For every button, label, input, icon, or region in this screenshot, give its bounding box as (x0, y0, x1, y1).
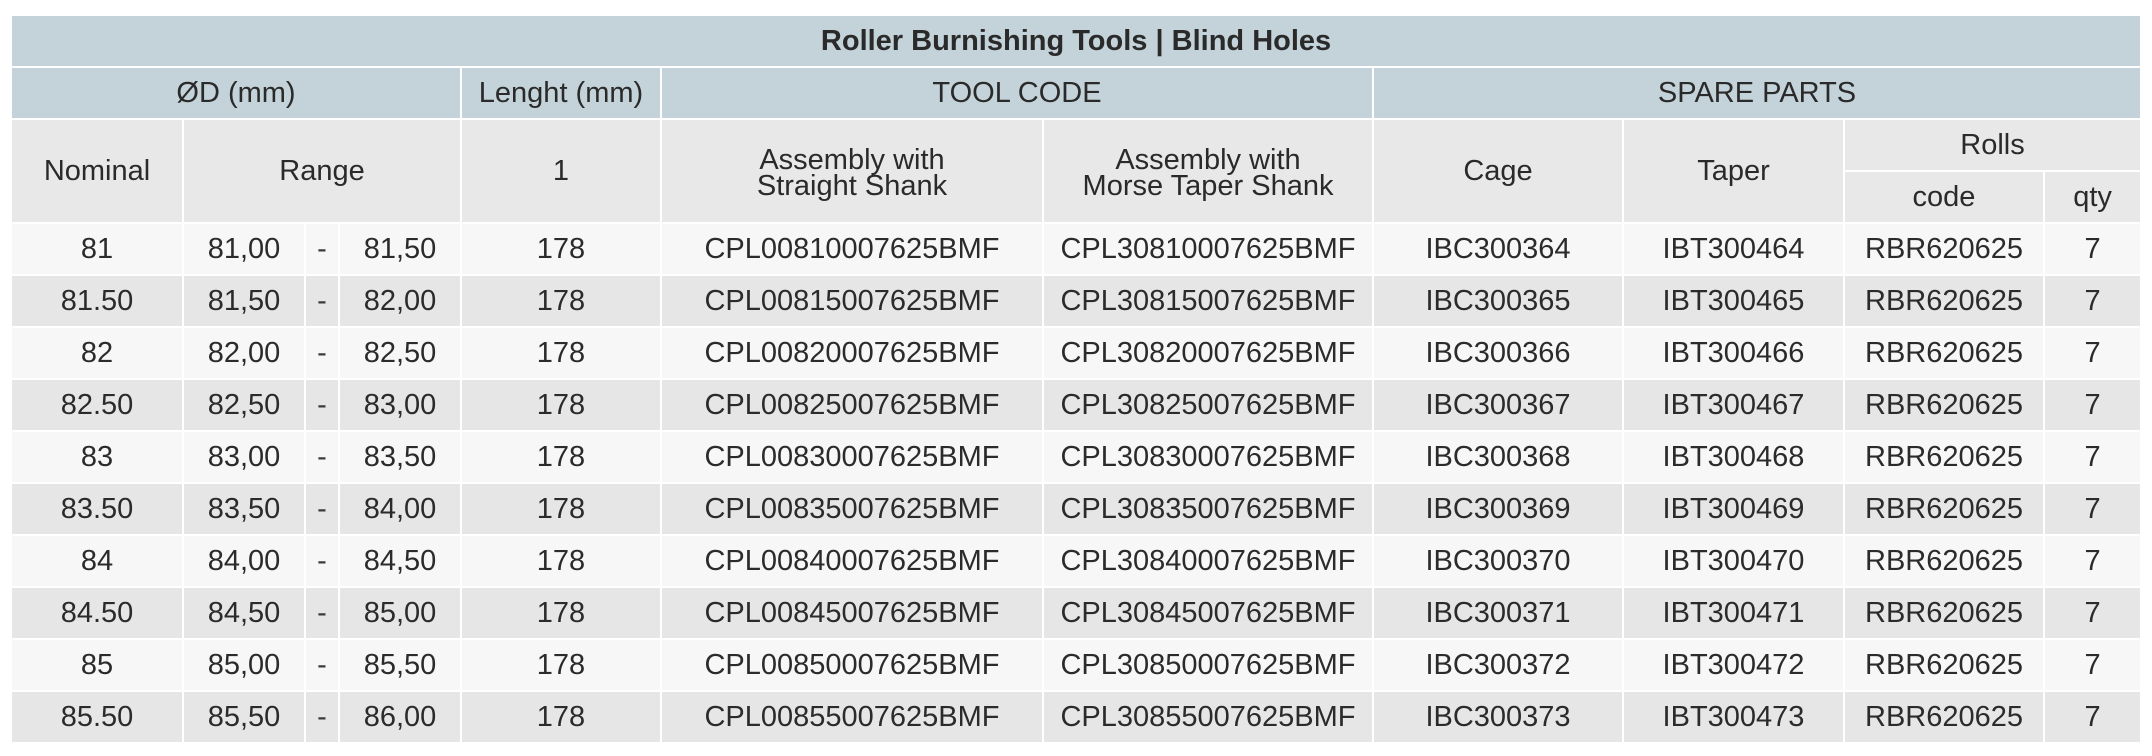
length-col-header: 1 (461, 119, 661, 223)
straight-shank-code-cell: CPL00815007625BMF (661, 275, 1043, 327)
nominal-cell: 81 (11, 223, 183, 275)
taper-header: Taper (1623, 119, 1844, 223)
taper-code-cell: IBT300466 (1623, 327, 1844, 379)
range-separator: - (305, 587, 339, 639)
range-min-cell: 85,00 (183, 639, 305, 691)
rolls-code-cell: RBR620625 (1844, 327, 2044, 379)
nominal-cell: 84.50 (11, 587, 183, 639)
straight-shank-code-cell: CPL00810007625BMF (661, 223, 1043, 275)
cage-code-cell: IBC300365 (1373, 275, 1623, 327)
rolls-qty-cell: 7 (2044, 639, 2141, 691)
table-row (11, 483, 2141, 535)
range-min-cell: 81,50 (183, 275, 305, 327)
taper-code-cell: IBT300468 (1623, 431, 1844, 483)
nominal-cell: 83.50 (11, 483, 183, 535)
straight-shank-code-cell: CPL00850007625BMF (661, 639, 1043, 691)
range-min-cell: 84,50 (183, 587, 305, 639)
length-cell: 178 (461, 483, 661, 535)
range-min-cell: 85,50 (183, 691, 305, 743)
rolls-qty-cell: 7 (2044, 379, 2141, 431)
morse-taper-code-cell: CPL30840007625BMF (1043, 535, 1373, 587)
rolls-qty-cell: 7 (2044, 691, 2141, 743)
morse-taper-code-cell: CPL30825007625BMF (1043, 379, 1373, 431)
range-min-cell: 83,00 (183, 431, 305, 483)
table-row (11, 535, 2141, 587)
table-row (11, 327, 2141, 379)
rolls-qty-cell: 7 (2044, 587, 2141, 639)
table-title: Roller Burnishing Tools | Blind Holes (11, 15, 2141, 67)
straight-shank-code-cell: CPL00825007625BMF (661, 379, 1043, 431)
cage-code-cell: IBC300368 (1373, 431, 1623, 483)
nominal-cell: 82 (11, 327, 183, 379)
rolls-code-cell: RBR620625 (1844, 379, 2044, 431)
range-min-cell: 82,00 (183, 327, 305, 379)
morse-taper-code-cell: CPL30815007625BMF (1043, 275, 1373, 327)
range-min-cell: 82,50 (183, 379, 305, 431)
length-cell: 178 (461, 691, 661, 743)
length-cell: 178 (461, 379, 661, 431)
range-separator: - (305, 431, 339, 483)
table-body (11, 223, 2141, 743)
taper-code-cell: IBT300473 (1623, 691, 1844, 743)
nominal-cell: 83 (11, 431, 183, 483)
rolls-header: Rolls (1844, 119, 2141, 171)
morse-taper-code-cell: CPL30810007625BMF (1043, 223, 1373, 275)
range-separator: - (305, 275, 339, 327)
taper-code-cell: IBT300471 (1623, 587, 1844, 639)
cage-code-cell: IBC300371 (1373, 587, 1623, 639)
morse-taper-code-cell: CPL30845007625BMF (1043, 587, 1373, 639)
straight-shank-code-cell: CPL00835007625BMF (661, 483, 1043, 535)
nominal-header: Nominal (11, 119, 183, 223)
morse-taper-code-cell: CPL30855007625BMF (1043, 691, 1373, 743)
range-min-cell: 84,00 (183, 535, 305, 587)
tools-table-wrapper (10, 14, 2140, 744)
range-min-cell: 81,00 (183, 223, 305, 275)
cage-code-cell: IBC300364 (1373, 223, 1623, 275)
table-row (11, 223, 2141, 275)
rolls-code-cell: RBR620625 (1844, 691, 2044, 743)
table-row (11, 275, 2141, 327)
cage-code-cell: IBC300367 (1373, 379, 1623, 431)
range-max-cell: 83,00 (339, 379, 461, 431)
range-max-cell: 83,50 (339, 431, 461, 483)
range-separator: - (305, 691, 339, 743)
length-cell: 178 (461, 275, 661, 327)
range-max-cell: 84,00 (339, 483, 461, 535)
rolls-qty-cell: 7 (2044, 223, 2141, 275)
range-max-cell: 85,50 (339, 639, 461, 691)
rolls-qty-cell: 7 (2044, 275, 2141, 327)
rolls-qty-cell: 7 (2044, 431, 2141, 483)
rolls-qty-cell: 7 (2044, 535, 2141, 587)
cage-code-cell: IBC300373 (1373, 691, 1623, 743)
table-row (11, 691, 2141, 743)
length-cell: 178 (461, 587, 661, 639)
table-row (11, 379, 2141, 431)
rolls-code-cell: RBR620625 (1844, 431, 2044, 483)
rolls-qty-header: qty (2044, 171, 2141, 223)
length-cell: 178 (461, 431, 661, 483)
range-max-cell: 82,00 (339, 275, 461, 327)
taper-code-cell: IBT300464 (1623, 223, 1844, 275)
morse-taper-header-line1: Assembly with (1115, 144, 1301, 176)
length-cell: 178 (461, 327, 661, 379)
rolls-qty-cell: 7 (2044, 327, 2141, 379)
nominal-cell: 84 (11, 535, 183, 587)
spare-parts-group-header: SPARE PARTS (1373, 67, 2141, 119)
straight-shank-code-cell: CPL00820007625BMF (661, 327, 1043, 379)
taper-code-cell: IBT300472 (1623, 639, 1844, 691)
morse-taper-code-cell: CPL30835007625BMF (1043, 483, 1373, 535)
nominal-cell: 85.50 (11, 691, 183, 743)
rolls-code-cell: RBR620625 (1844, 223, 2044, 275)
rolls-code-cell: RBR620625 (1844, 275, 2044, 327)
cage-code-cell: IBC300370 (1373, 535, 1623, 587)
straight-shank-header-line2: Straight Shank (756, 170, 948, 202)
range-max-cell: 81,50 (339, 223, 461, 275)
rolls-code-cell: RBR620625 (1844, 639, 2044, 691)
nominal-cell: 85 (11, 639, 183, 691)
rolls-code-cell: RBR620625 (1844, 535, 2044, 587)
tool-code-group-header: TOOL CODE (661, 67, 1373, 119)
range-max-cell: 82,50 (339, 327, 461, 379)
range-separator: - (305, 639, 339, 691)
straight-shank-code-cell: CPL00840007625BMF (661, 535, 1043, 587)
cage-code-cell: IBC300366 (1373, 327, 1623, 379)
morse-taper-header (1043, 119, 1373, 223)
length-cell: 178 (461, 223, 661, 275)
group-header-row (11, 67, 2141, 119)
range-separator: - (305, 327, 339, 379)
morse-taper-code-cell: CPL30850007625BMF (1043, 639, 1373, 691)
nominal-cell: 82.50 (11, 379, 183, 431)
range-max-cell: 85,00 (339, 587, 461, 639)
length-cell: 178 (461, 535, 661, 587)
diameter-group-header: ØD (mm) (11, 67, 461, 119)
straight-shank-code-cell: CPL00855007625BMF (661, 691, 1043, 743)
range-separator: - (305, 535, 339, 587)
range-separator: - (305, 379, 339, 431)
table-row (11, 587, 2141, 639)
subheader-row (11, 119, 2141, 171)
straight-shank-code-cell: CPL00845007625BMF (661, 587, 1043, 639)
cage-code-cell: IBC300372 (1373, 639, 1623, 691)
rolls-code-cell: RBR620625 (1844, 587, 2044, 639)
rolls-qty-cell: 7 (2044, 483, 2141, 535)
range-min-cell: 83,50 (183, 483, 305, 535)
taper-code-cell: IBT300465 (1623, 275, 1844, 327)
straight-shank-code-cell: CPL00830007625BMF (661, 431, 1043, 483)
table-title-row (11, 15, 2141, 67)
rolls-code-header: code (1844, 171, 2044, 223)
taper-code-cell: IBT300470 (1623, 535, 1844, 587)
morse-taper-code-cell: CPL30820007625BMF (1043, 327, 1373, 379)
range-max-cell: 84,50 (339, 535, 461, 587)
range-separator: - (305, 483, 339, 535)
table-row (11, 639, 2141, 691)
range-separator: - (305, 223, 339, 275)
straight-shank-header-line1: Assembly with (759, 144, 945, 176)
morse-taper-code-cell: CPL30830007625BMF (1043, 431, 1373, 483)
length-cell: 178 (461, 639, 661, 691)
range-max-cell: 86,00 (339, 691, 461, 743)
range-header: Range (183, 119, 461, 223)
straight-shank-header (661, 119, 1043, 223)
table-row (11, 431, 2141, 483)
morse-taper-header-line2: Morse Taper Shank (1082, 170, 1334, 202)
rolls-code-cell: RBR620625 (1844, 483, 2044, 535)
taper-code-cell: IBT300467 (1623, 379, 1844, 431)
nominal-cell: 81.50 (11, 275, 183, 327)
taper-code-cell: IBT300469 (1623, 483, 1844, 535)
cage-header: Cage (1373, 119, 1623, 223)
cage-code-cell: IBC300369 (1373, 483, 1623, 535)
length-group-header: Lenght (mm) (461, 67, 661, 119)
roller-burnishing-table (10, 14, 2142, 744)
